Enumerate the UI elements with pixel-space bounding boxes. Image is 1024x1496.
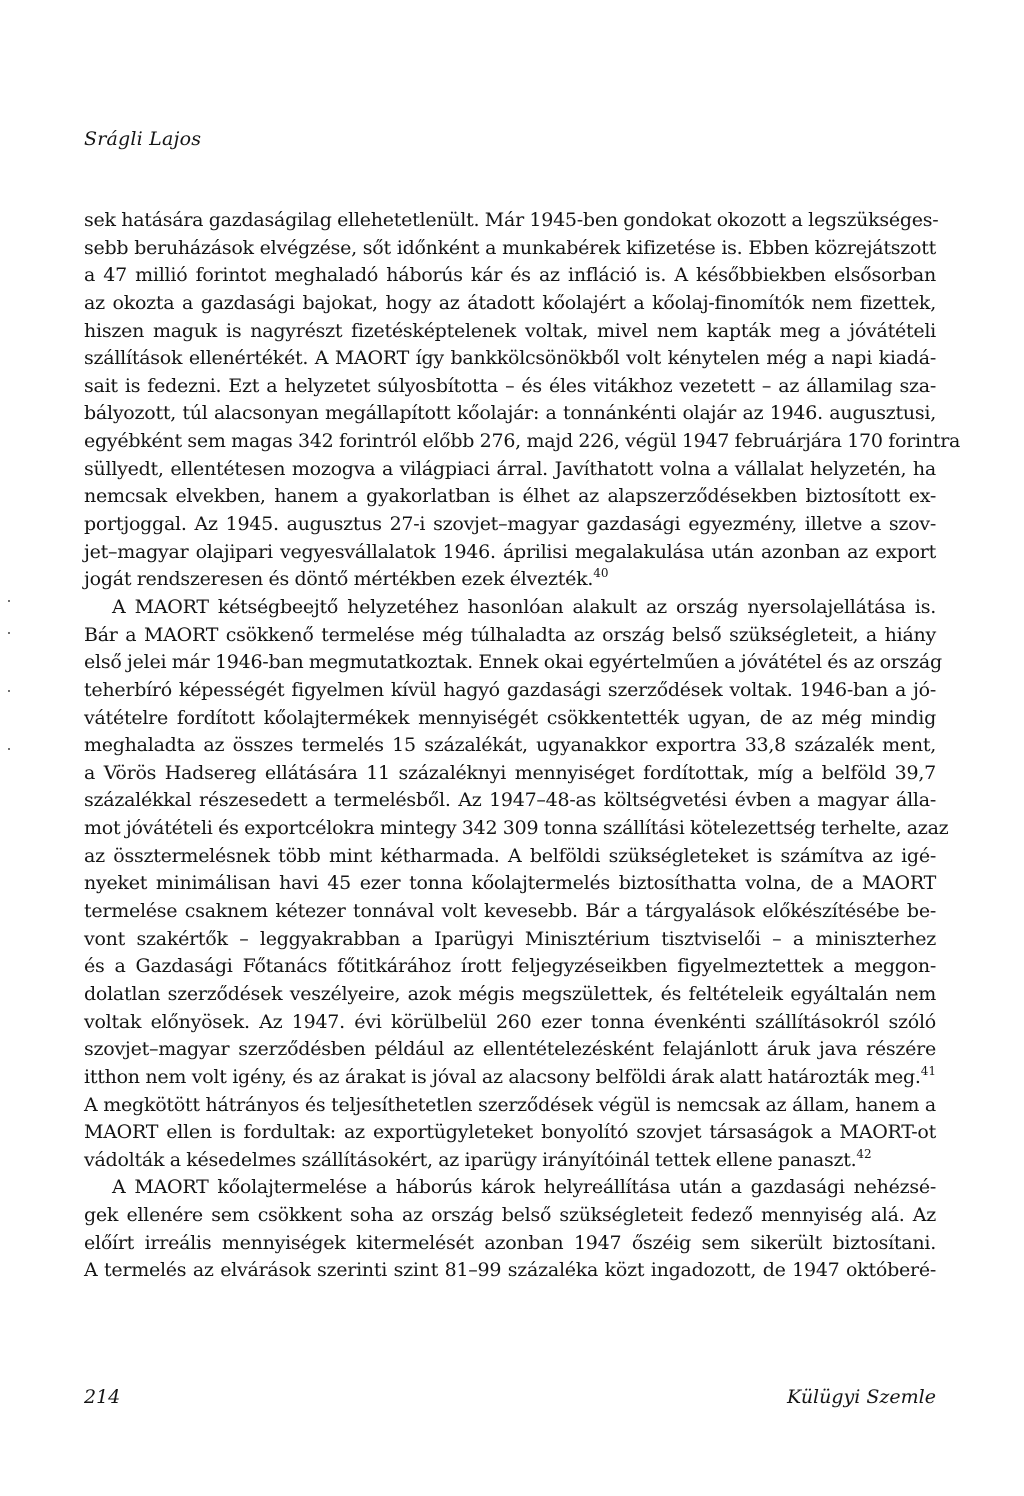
text-line-content: itthon nem volt igény, és az árakat is jóval az alacsony belföldi árak alatt határozták meg.: [84, 1065, 921, 1088]
text-line: teherbíró képességét figyelmen kívül hagyó gazdasági szerződések voltak. 1946-ban a jó-: [84, 678, 936, 701]
text-line: nemcsak elvekben, hanem a gyakorlatban is élhet az alapszerződésekben biztosított ex-: [84, 485, 936, 508]
text-line: nyeket minimálisan havi 45 ezer tonna kőolajtermelés biztosíthatta volna, de a MAORT: [84, 872, 936, 895]
text-line: sek hatására gazdaságilag ellehetetlenült. Már 1945-ben gondokat okozott a legszükséges-: [84, 209, 939, 231]
text-line: a 47 millió forintot meghaladó háborús kár és az infláció is. A későbbiekben elsősorban: [84, 264, 936, 287]
text-line: első jelei már 1946-ban megmutatkoztak. Ennek okai egyértelműen a jóvátétel és az ország: [84, 651, 942, 674]
text-line: dolatlan szerződések veszélyeire, azok mégis megszülettek, és feltételeik egyáltalán nem: [84, 982, 936, 1005]
margin-speck: [8, 600, 10, 602]
text-line: A megkötött hátrányos és teljesíthetetlen szerződések végül is nemcsak az állam, hanem a: [84, 1093, 936, 1116]
text-line: MAORT ellen is fordultak: az exportügyleteket bonyolító szovjet társaságok a MAORT-ot: [84, 1121, 936, 1144]
running-header-author: Srágli Lajos: [84, 128, 202, 150]
paragraph-first-line: A MAORT kétségbeejtő helyzetéhez hasonlóan alakult az ország nyersolajellátása is.: [112, 595, 936, 618]
text-line: voltak előnyösek. Az 1947. évi körülbelül 260 ezer tonna évenkénti szállításokról szóló: [84, 1010, 936, 1033]
margin-speck: [8, 632, 10, 634]
margin-speck: [8, 748, 10, 750]
text-line: szovjet–magyar szerződésben például az ellentételezésként felajánlott áruk java részére: [84, 1038, 936, 1061]
text-line: az össztermelésnek több mint kétharmada. A belföldi szükségleteket is számítva az igé-: [84, 844, 936, 867]
text-line: jet–magyar olajipari vegyesvállalatok 1946. áprilisi megalakulása után azonban az export: [84, 540, 936, 563]
text-line-content: jogát rendszeresen és döntő mértékben ezek élvezték.: [84, 568, 594, 591]
text-line: sait is fedezni. Ezt a helyzetet súlyosbította – és éles vitákhoz vezetett – az államilag sza-: [84, 374, 936, 397]
text-line: vátételre fordított kőolajtermékek mennyiségét csökkentették ugyan, de az még mindig: [84, 706, 936, 729]
text-line: [84, 566, 936, 594]
text-line: [84, 1147, 936, 1175]
journal-title: Külügyi Szemle: [787, 1386, 936, 1408]
text-line: egyébként sem magas 342 forintról előbb 276, majd 226, végül 1947 februárjára 170 forintra: [84, 430, 961, 453]
text-line: A termelés az elvárások szerinti szint 81–99 százaléka közt ingadozott, de 1947 októberé-: [84, 1259, 936, 1282]
text-line: süllyedt, ellentétesen mozogva a világpiaci árral. Javíthatott volna a vállalat helyzetén, ha: [84, 457, 936, 480]
text-line: és a Gazdasági Főtanács főtitkárához írott feljegyzéseikben figyelmeztettek a meggon-: [84, 955, 936, 978]
footnote-ref-40[interactable]: 40: [593, 566, 609, 581]
text-line: szállítások ellenértékét. A MAORT így bankkölcsönökből volt kénytelen még a napi kiadá-: [84, 347, 936, 370]
page-number: 214: [84, 1386, 121, 1408]
text-line: százalékkal részesedett a termelésből. Az 1947–48-as költségvetési évben a magyar álla-: [84, 789, 936, 812]
text-line: Bár a MAORT csökkenő termelése még túlhaladta az ország belső szükségleteit, a hiány: [84, 623, 936, 646]
text-line: vont szakértők – leggyakrabban a Iparügyi Minisztérium tisztviselői – a miniszterhez: [84, 927, 936, 950]
footnote-ref-41[interactable]: 41: [920, 1063, 936, 1078]
text-line: az okozta a gazdasági bajokat, hogy az átadott kőolajért a kőolaj-finomítók nem fizettek,: [84, 291, 936, 314]
text-line: gek ellenére sem csökkent soha az ország belső szükségleteit fedező mennyiség alá. Az: [84, 1204, 936, 1227]
footnote-ref-42[interactable]: 42: [856, 1146, 872, 1161]
text-line: termelése csaknem kétezer tonnával volt kevesebb. Bár a tárgyalások előkészítésébe be-: [84, 900, 936, 923]
text-line: hiszen maguk is nagyrészt fizetésképtelenek voltak, mivel nem kapták meg a jóvátételi: [84, 319, 936, 342]
text-line: mot jóvátételi és exportcélokra mintegy 342 309 tonna szállítási kötelezettség terhelte, azaz: [84, 817, 949, 840]
text-line: sebb beruházások elvégzése, sőt időnként a munkabérek kifizetése is. Ebben közrejátszott: [84, 236, 936, 259]
text-line: portjoggal. Az 1945. augusztus 27-i szovjet–magyar gazdasági egyezmény, illetve a szov-: [84, 513, 936, 536]
text-line: [84, 1064, 936, 1092]
paragraph-first-line: A MAORT kőolajtermelése a háborús károk helyreállítása után a gazdasági nehézsé-: [112, 1176, 936, 1199]
text-line: bályozott, túl alacsonyan megállapított kőolajár: a tonnánkénti olajár az 1946. augusztusi,: [84, 402, 936, 425]
text-line: meghaladta az összes termelés 15 százalékát, ugyanakkor exportra 33,8 százalék ment,: [84, 734, 936, 757]
margin-speck: [8, 690, 10, 692]
text-line: a Vörös Hadsereg ellátására 11 százaléknyi mennyiséget fordítottak, míg a belföld 39,7: [84, 761, 936, 784]
body-text: [84, 207, 961, 1285]
text-line: előírt irreális mennyiségek kitermelését azonban 1947 őszéig sem sikerült biztosítani.: [84, 1231, 936, 1254]
text-line-content: vádolták a késedelmes szállításokért, az iparügy irányítóinál tettek ellene panaszt.: [84, 1148, 857, 1171]
